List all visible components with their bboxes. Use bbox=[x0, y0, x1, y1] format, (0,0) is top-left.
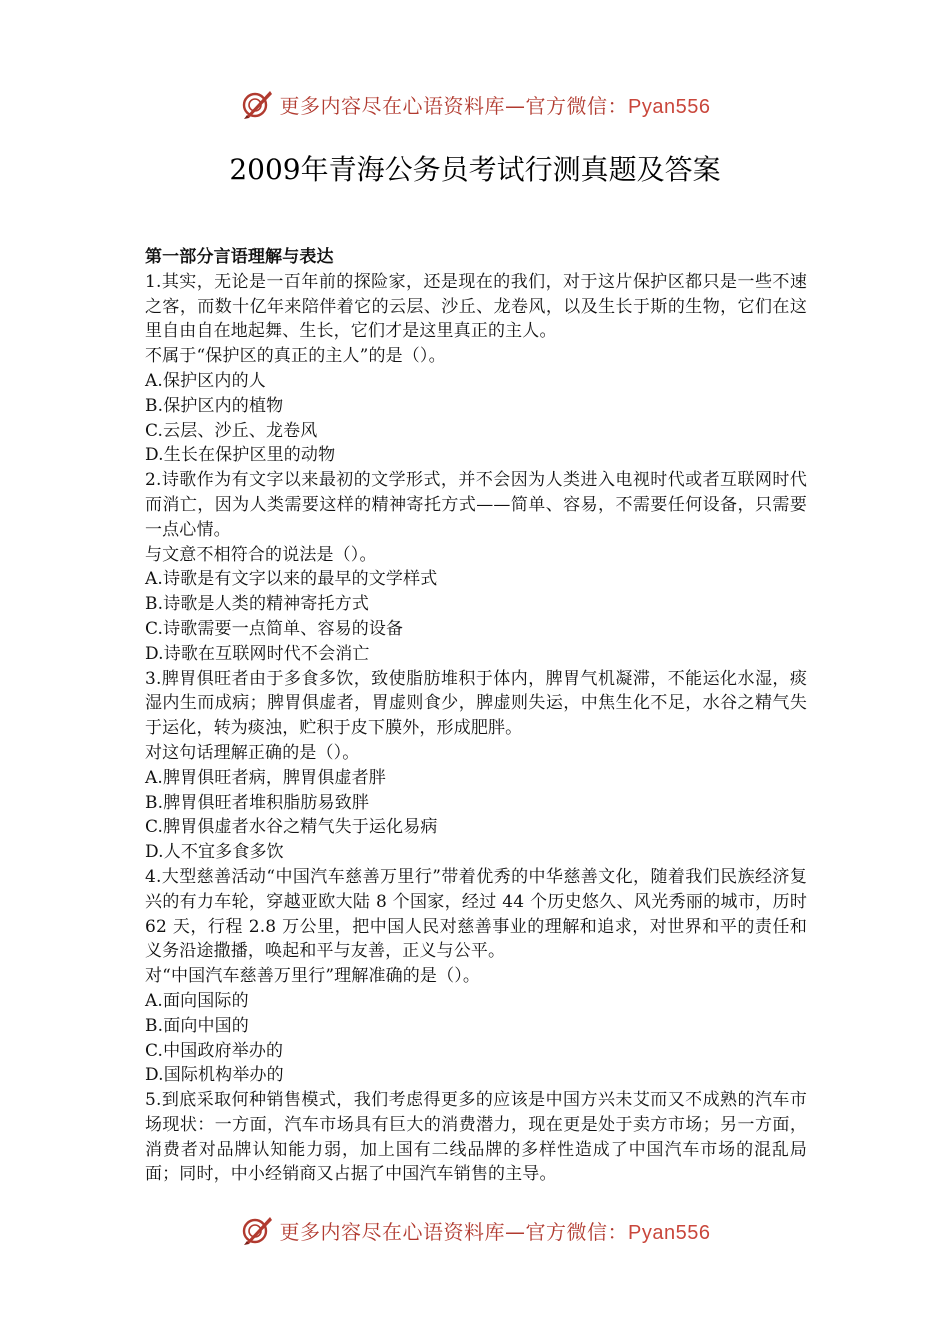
option-a: A.保护区内的人 bbox=[145, 370, 266, 391]
option-a: A.诗歌是有文字以来的最早的文学样式 bbox=[145, 569, 438, 590]
question-4 bbox=[145, 865, 807, 1088]
option-b: B.面向中国的 bbox=[145, 1015, 249, 1036]
question-stem: 4.大型慈善活动“中国汽车慈善万里行”带着优秀的中华慈善文化，随着我们民族经济复兴的有力车轮，穿越亚欧大陆 8 个国家，经过 44 个历史悠久、风光秀丽的城市，历时 62 天，行程 2.8 万公里，把中国人民对慈善事业的理解和追求，对世界和平的责任和义务沿途撒播，唤起和平与友善，正义与公平。 bbox=[145, 866, 807, 962]
pen-logo-icon bbox=[240, 87, 274, 121]
watermark-suffix: 官方微信： bbox=[525, 93, 629, 118]
document-body bbox=[145, 245, 807, 1187]
option-a: A.面向国际的 bbox=[145, 990, 249, 1011]
option-c: C.脾胃俱虚者水谷之精气失于运化易病 bbox=[145, 817, 438, 838]
watermark-main: 更多内容尽在心语资料库 bbox=[279, 1219, 506, 1244]
question-prompt: 不属于“保护区的真正的主人”的是（）。 bbox=[145, 346, 446, 367]
watermark-suffix: 官方微信： bbox=[525, 1219, 629, 1244]
question-prompt: 对“中国汽车慈善万里行”理解准确的是（）。 bbox=[145, 966, 481, 987]
pen-logo-icon bbox=[240, 1213, 274, 1247]
question-stem: 1.其实，无论是一百年前的探险家，还是现在的我们，对于这片保护区都只是一些不速之客，而数十亿年来陪伴着它的云层、沙丘、龙卷风，以及生长于斯的生物，它们在这里自由自在地起舞、生长，它们才是这里真正的主人。 bbox=[145, 271, 807, 342]
watermark-id: Pyan556 bbox=[628, 95, 711, 118]
option-c: C.云层、沙丘、龙卷风 bbox=[145, 420, 318, 441]
watermark-separator: — bbox=[505, 1219, 526, 1244]
option-b: B.保护区内的植物 bbox=[145, 395, 284, 416]
question-1 bbox=[145, 270, 807, 468]
option-d: D.诗歌在互联网时代不会消亡 bbox=[145, 643, 370, 664]
watermark-footer bbox=[0, 1210, 950, 1250]
watermark-id: Pyan556 bbox=[628, 1221, 711, 1244]
option-d: D.生长在保护区里的动物 bbox=[145, 445, 336, 466]
watermark-separator: — bbox=[505, 93, 526, 118]
watermark-text bbox=[280, 90, 711, 119]
question-prompt: 对这句话理解正确的是（）。 bbox=[145, 742, 360, 763]
section-heading: 第一部分言语理解与表达 bbox=[145, 247, 334, 267]
option-c: C.诗歌需要一点简单、容易的设备 bbox=[145, 618, 404, 639]
question-stem: 3.脾胃俱旺者由于多食多饮，致使脂肪堆积于体内，脾胃气机凝滞，不能运化水湿，痰湿内生而成病；脾胃俱虚者，胃虚则食少，脾虚则失运，中焦生化不足，水谷之精气失于运化，转为痰浊，贮积于皮下膜外，形成肥胖。 bbox=[145, 668, 807, 739]
question-stem: 2.诗歌作为有文字以来最初的文学形式，并不会因为人类进入电视时代或者互联网时代而消亡，因为人类需要这样的精神寄托方式——简单、容易，不需要任何设备，只需要一点心情。 bbox=[145, 470, 807, 540]
question-prompt: 与文意不相符合的说法是（）。 bbox=[145, 544, 377, 565]
option-a: A.脾胃俱旺者病，脾胃俱虚者胖 bbox=[145, 767, 386, 788]
question-stem: 5.到底采取何种销售模式，我们考虑得更多的应该是中国方兴未艾而又不成熟的汽车市场现状：一方面，汽车市场具有巨大的消费潜力，现在更是处于卖方市场；另一方面，消费者对品牌认知能力弱，加上国有二线品牌的多样性造成了中国汽车市场的混乱局面；同时，中小经销商又占据了中国汽车销售的主导。 bbox=[145, 1090, 807, 1185]
option-c: C.中国政府举办的 bbox=[145, 1040, 284, 1061]
option-d: D.人不宜多食多饮 bbox=[145, 842, 284, 863]
watermark-text bbox=[280, 1216, 711, 1245]
question-5 bbox=[145, 1088, 807, 1187]
document-title: 2009年青海公务员考试行测真题及答案 bbox=[229, 153, 721, 186]
option-b: B.脾胃俱旺者堆积脂肪易致胖 bbox=[145, 792, 369, 813]
question-2 bbox=[145, 468, 807, 666]
option-b: B.诗歌是人类的精神寄托方式 bbox=[145, 594, 369, 615]
option-d: D.国际机构举办的 bbox=[145, 1065, 284, 1086]
watermark-main: 更多内容尽在心语资料库 bbox=[279, 93, 506, 118]
watermark-header bbox=[0, 84, 950, 124]
question-3 bbox=[145, 667, 807, 865]
